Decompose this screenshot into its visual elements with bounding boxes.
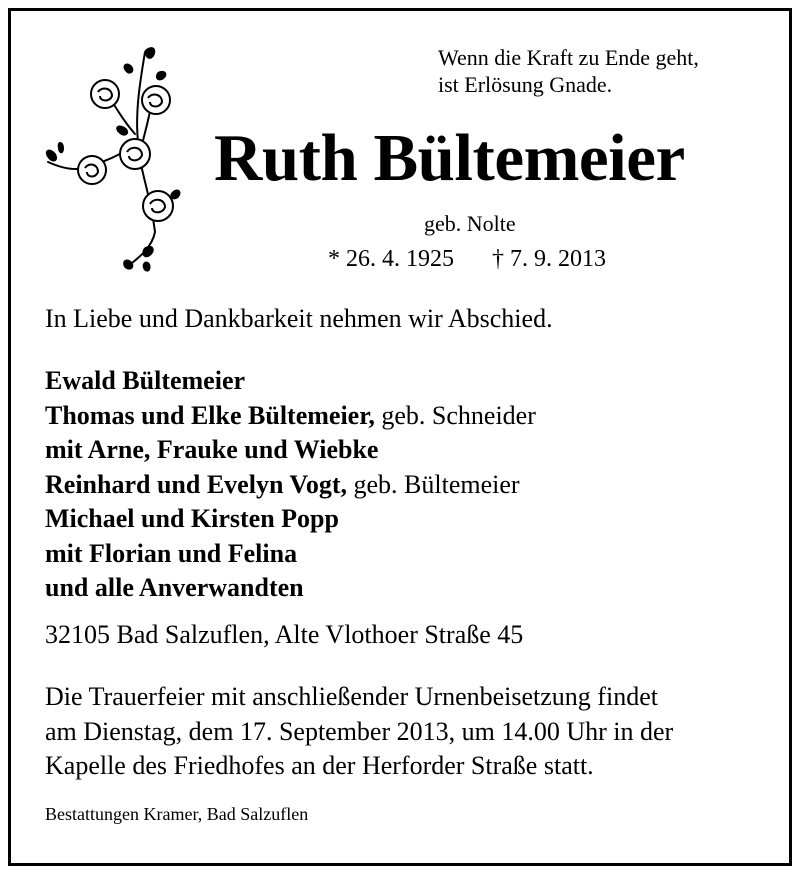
- ceremony-line: Kapelle des Friedhofes an der Herforder Straße statt.: [45, 751, 594, 780]
- family-line: Thomas und Elke Bültemeier, geb. Schneider: [45, 400, 536, 430]
- family-line: mit Florian und Felina: [45, 538, 298, 568]
- family-list: [45, 364, 536, 606]
- family-line: und alle Anverwandten: [45, 573, 304, 602]
- death-date: † 7. 9. 2013: [492, 246, 606, 272]
- family-line: mit Arne, Frauke und Wiebke: [45, 435, 379, 464]
- life-dates: [328, 246, 606, 273]
- rose-branch-icon: [40, 42, 190, 274]
- ceremony-info: [45, 680, 673, 784]
- ceremony-line: Die Trauerfeier mit anschließender Urnenbeisetzung findet: [45, 682, 658, 711]
- ceremony-line: am Dienstag, dem 17. September 2013, um 14.00 Uhr in der: [45, 716, 674, 746]
- farewell-text: In Liebe und Dankbarkeit nehmen wir Abschied.: [45, 304, 553, 333]
- birth-name: geb. Nolte: [424, 211, 516, 236]
- motto-line: Wenn die Kraft zu Ende geht,: [438, 45, 699, 70]
- family-line: Ewald Bültemeier: [45, 366, 246, 395]
- motto: [438, 44, 699, 98]
- undertaker: Bestattungen Kramer, Bad Salzuflen: [45, 804, 309, 824]
- address: 32105 Bad Salzuflen, Alte Vlothoer Straße 45: [45, 620, 524, 649]
- family-line: Reinhard und Evelyn Vogt, geb. Bültemeier: [45, 469, 520, 499]
- family-line: Michael und Kirsten Popp: [45, 504, 339, 533]
- motto-line: ist Erlösung Gnade.: [438, 72, 613, 97]
- deceased-name: Ruth Bültemeier: [214, 121, 685, 195]
- birth-date: * 26. 4. 1925: [328, 246, 454, 272]
